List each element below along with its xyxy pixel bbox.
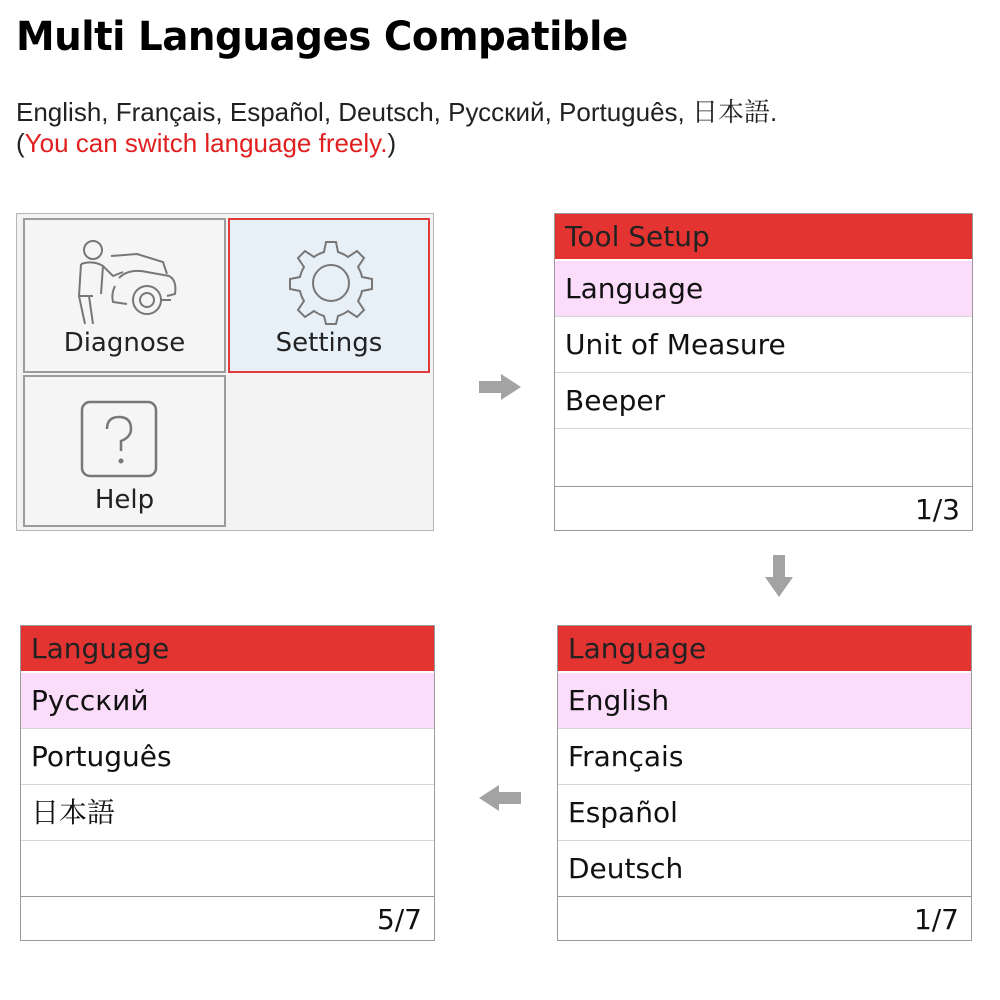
- switch-note: [16, 128, 396, 159]
- language-option-portugues[interactable]: Português: [21, 729, 434, 785]
- language-option-japanese[interactable]: 日本語: [21, 785, 434, 841]
- menu-item-unit-of-measure[interactable]: Unit of Measure: [555, 317, 972, 373]
- page-indicator: 1/3: [555, 486, 972, 530]
- arrow-down-icon: [763, 553, 795, 599]
- mechanic-car-icon: [67, 234, 187, 334]
- main-menu-screen: [16, 213, 434, 531]
- languages-line: English, Français, Español, Deutsch, Русский, Português, 日本語.: [16, 97, 778, 127]
- language-title: Language: [558, 626, 971, 671]
- gear-icon: [286, 236, 376, 326]
- settings-label: Settings: [275, 328, 383, 358]
- menu-item-beeper[interactable]: Beeper: [555, 373, 972, 429]
- language-title: Language: [21, 626, 434, 671]
- language-option-espanol[interactable]: Español: [558, 785, 971, 841]
- help-label: Help: [94, 485, 155, 515]
- note-open-paren: (: [16, 128, 25, 158]
- note-close-paren: ): [387, 128, 397, 158]
- diagnose-tile[interactable]: [23, 218, 226, 373]
- arrow-left-icon: [477, 783, 523, 813]
- question-icon: [79, 399, 159, 479]
- language-option-deutsch[interactable]: Deutsch: [568, 852, 684, 885]
- headline: Multi Languages Compatible: [16, 14, 628, 60]
- language-screen-page1: [557, 625, 972, 941]
- menu-item-language[interactable]: Language: [555, 261, 972, 317]
- tool-setup-screen: [554, 213, 973, 531]
- help-tile[interactable]: [23, 375, 226, 527]
- empty-row: [555, 429, 972, 485]
- language-option-russian[interactable]: Русский: [21, 673, 434, 729]
- settings-tile[interactable]: [228, 218, 430, 373]
- language-option-english[interactable]: English: [558, 673, 971, 729]
- language-option-francais[interactable]: Français: [558, 729, 971, 785]
- empty-row: [21, 841, 434, 897]
- note-text: You can switch language freely.: [24, 128, 388, 158]
- page-indicator: 5/7: [21, 896, 434, 940]
- diagnose-label: Diagnose: [63, 328, 186, 358]
- tool-setup-title: Tool Setup: [555, 214, 972, 259]
- language-screen-page5: [20, 625, 435, 941]
- page-indicator: 1/7: [558, 896, 971, 940]
- arrow-right-icon: [477, 372, 523, 402]
